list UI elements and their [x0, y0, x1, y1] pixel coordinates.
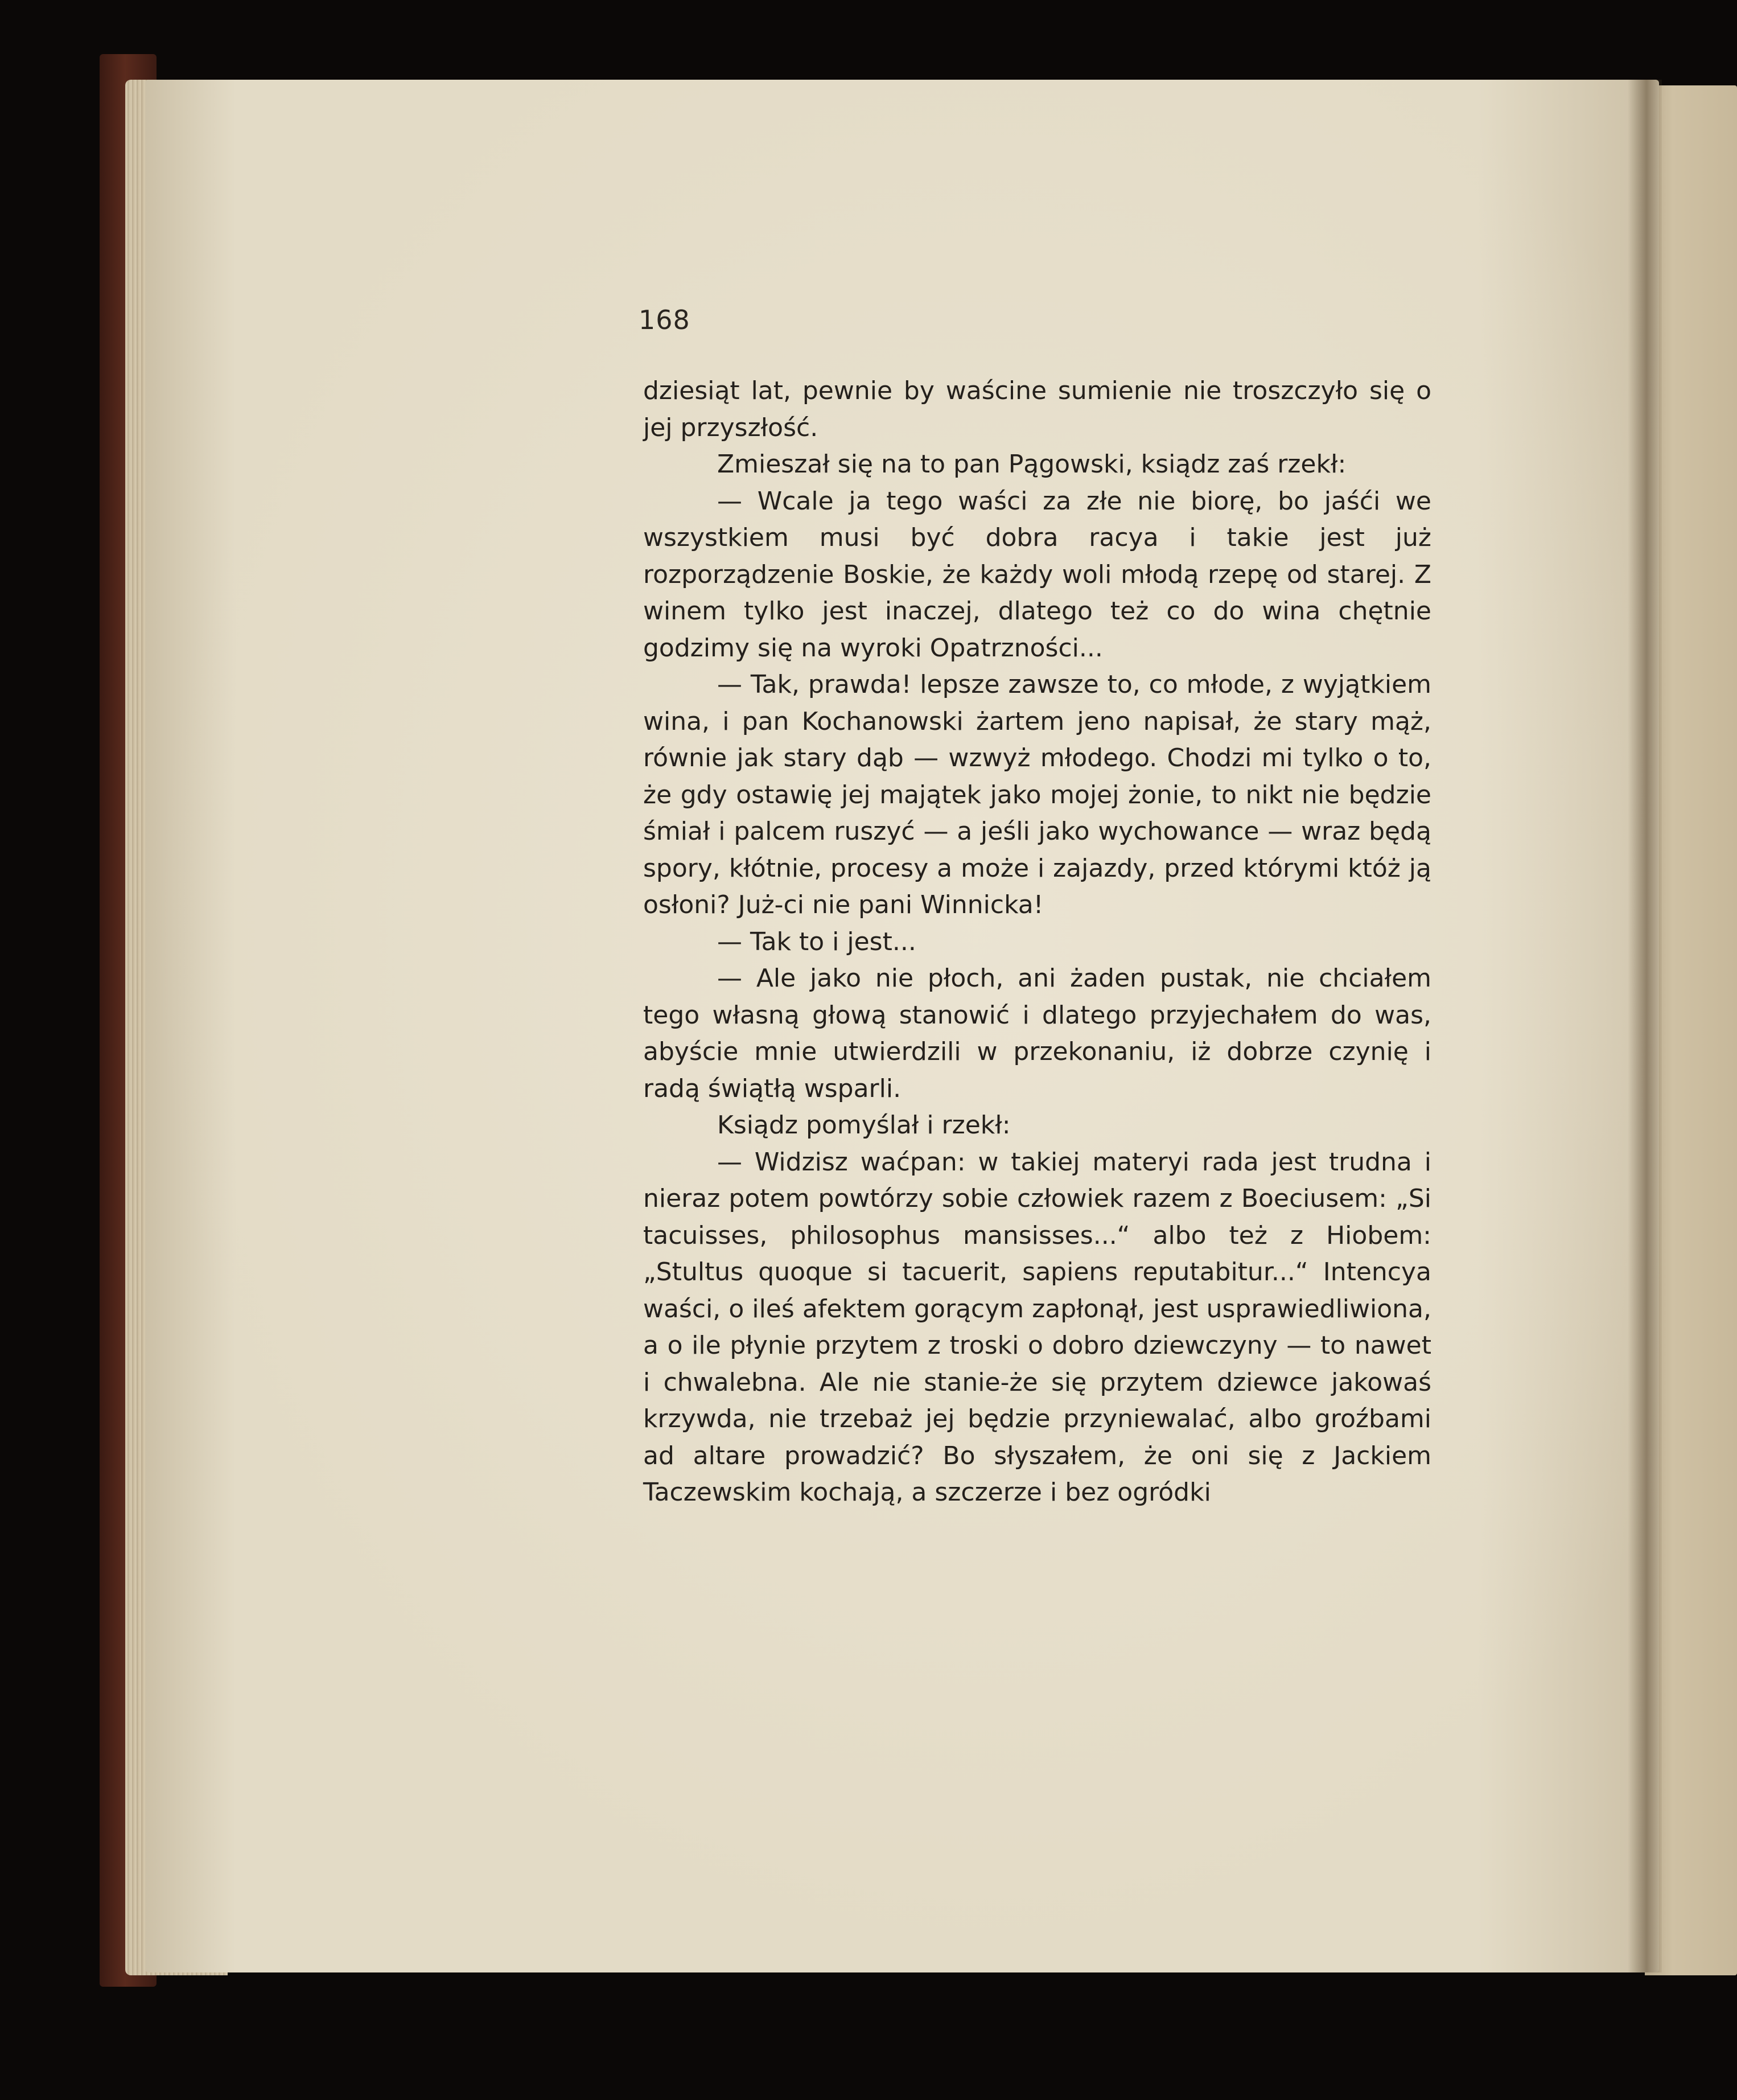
- page-gutter: [1628, 80, 1662, 1972]
- body-text: [643, 373, 1431, 1511]
- paragraph: Zmieszał się na to pan Pągowski, ksiądz zaś rzekł:: [717, 450, 1347, 479]
- paragraph: — Tak, prawda! lepsze zawsze to, co młode, z wyjątkiem wina, i pan Kochanowski żartem jeno napisał, że stary mąż, równie jak stary dąb — wzwyż młodego. Chodzi mi tylko o to, że gdy ostawię jej majątek jako mojej żonie, to nikt nie będzie śmiał i palcem ruszyć — a jeśli jako wychowance — wraz będą spory, kłótnie, procesy a może i zajazdy, przed którymi któż ją osłoni? Już-ci nie pani Winnicka!: [643, 670, 1431, 919]
- paragraph: — Ale jako nie płoch, ani żaden pustak, nie chciałem tego własną głową stanowić i dlatego przyjechałem do was, abyście mnie utwierdzili w przekonaniu, iż dobrze czynię i radą świątłą wsparli.: [643, 964, 1431, 1103]
- page-number: 168: [639, 305, 690, 335]
- paragraph: — Widzisz waćpan: w takiej materyi rada jest trudna i nieraz potem powtórzy sobie człowiek razem z Boeciusem: „Si tacuisses, philosophus mansisses...“ albo też z Hiobem: „Stultus quoque si tacuerit, sapiens reputabitur...“ Intencya waści, o ileś afektem gorącym zapłonął, jest usprawiedliwiona, a o ile płynie przytem z troski o dobro dziewczyny — to nawet i chwalebna. Ale nie stanie-że się przytem dziewce jakowaś krzywda, nie trzebaż jej będzie przyniewalać, albo groźbami ad altare prowadzić? Bo słyszałem, że oni się z Jackiem Taczewskim kochają, a szczerze i bez ogródki: [643, 1147, 1431, 1507]
- paragraph: dziesiąt lat, pewnie by waścine sumienie nie troszczyło się o jej przyszłość.: [643, 376, 1431, 442]
- paragraph: — Tak to i jest...: [717, 927, 916, 956]
- paragraph: — Wcale ja tego waści za złe nie biorę, bo jaśći we wszystkiem musi być dobra racya i takie jest już rozporządzenie Boskie, że każdy woli młodą rzepę od starej. Z winem tylko jest inaczej, dlatego też co do wina chętnie godzimy się na wyroki Opatrzności...: [643, 486, 1431, 663]
- paragraph: Ksiądz pomyślał i rzekł:: [717, 1111, 1011, 1140]
